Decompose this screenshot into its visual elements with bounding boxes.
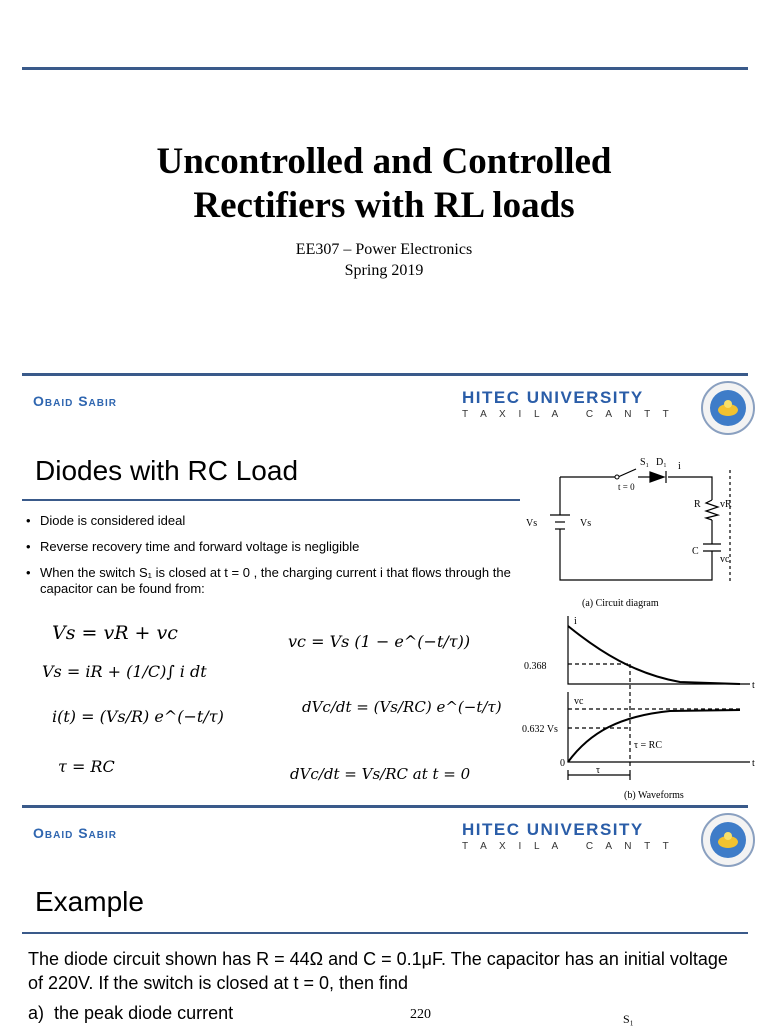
author-name-2: Obaid Sabir [33, 825, 118, 841]
university-name: HITEC UNIVERSITY [462, 388, 644, 407]
circuit-diagram [520, 452, 760, 617]
bullet-1: • Diode is considered ideal [22, 513, 517, 529]
university-brand-2 [462, 820, 697, 852]
university-sub: T A X I L A C A N T T [462, 409, 674, 420]
slide2-title-underline [22, 499, 520, 501]
eq-left-2: Vs = iR + (1/C)∫ i dt [42, 662, 207, 681]
slide1-bottom-rule [22, 373, 748, 376]
university-brand [462, 388, 697, 420]
bullet-3: • When the switch S₁ is closed at t = 0 , the charging current i that flows through the capacitor can be found from: [22, 565, 517, 597]
circuit-caption: (a) Circuit diagram [582, 598, 659, 609]
waveforms-diagram [520, 612, 760, 809]
title-line-1: Uncontrolled and Controlled [156, 141, 612, 182]
eq-left-3: i(t) = (Vs/R) e^(−t/τ) [52, 707, 224, 726]
term: Spring 2019 [344, 262, 424, 279]
slide1-title [0, 140, 768, 228]
label-R: R [694, 499, 701, 510]
eq-right-1: vc = Vs (1 − e^(−t/τ)) [288, 632, 471, 651]
university-name-2: HITEC UNIVERSITY [462, 820, 644, 839]
label-i: i [678, 461, 681, 472]
university-seal-icon [700, 380, 756, 441]
slide3-title: Example [35, 886, 144, 917]
wave-tau-rc: τ = RC [634, 740, 662, 751]
wave-tau: τ [596, 765, 601, 776]
eq-right-3: dVc/dt = Vs/RC at t = 0 [290, 765, 471, 783]
wave-0368: 0.368 [524, 661, 547, 672]
label-vc: vc [720, 554, 730, 565]
wave-t-lower: t [752, 758, 755, 769]
slide3-fig-220: 220 [410, 1007, 431, 1022]
slide3-title-underline [22, 932, 748, 934]
waveform-caption: (b) Waveforms [624, 790, 684, 801]
title-line-2: Rectifiers with RL loads [193, 185, 575, 226]
author-name: Obaid Sabir [33, 393, 118, 409]
eq-left-4: τ = RC [58, 757, 115, 776]
eq-right-2: dVc/dt = (Vs/RC) e^(−t/τ) [302, 698, 502, 716]
label-Vs-node: Vs [580, 518, 592, 529]
slide3-fig-s1: S₁ [623, 1012, 634, 1026]
slide2-bottom-rule [22, 805, 748, 808]
slide2-bullets [22, 513, 517, 607]
label-C: C [692, 546, 699, 557]
eq-left-1: Vs = vR + vc [52, 622, 178, 644]
label-Vs-source: Vs [526, 518, 538, 529]
wave-t-upper: t [752, 680, 755, 691]
slide2-title: Diodes with RC Load [35, 455, 299, 486]
course-subtitle [0, 239, 768, 281]
slide3-item-a: a) the peak diode current [28, 1003, 234, 1023]
wave-i-label: i [574, 616, 577, 627]
label-t0: t = 0 [618, 482, 635, 492]
label-d1: D₁ [656, 457, 667, 468]
course-name: EE307 – Power Electronics [295, 241, 473, 258]
slide3-paragraph: The diode circuit shown has R = 44Ω and C = 0.1μF. The capacitor has an initial voltage of 220V. If the switch is closed at t = 0, then find [28, 949, 728, 993]
label-s1: S₁ [640, 457, 650, 468]
wave-0632: 0.632 Vs [522, 724, 558, 735]
university-sub-2: T A X I L A C A N T T [462, 841, 674, 852]
university-seal-icon-2 [700, 812, 756, 873]
label-vR: vR [720, 499, 732, 510]
top-rule [22, 67, 748, 70]
bullet-2: • Reverse recovery time and forward voltage is negligible [22, 539, 517, 555]
wave-vc-label: vc [574, 696, 584, 707]
wave-zero: 0 [560, 758, 565, 769]
